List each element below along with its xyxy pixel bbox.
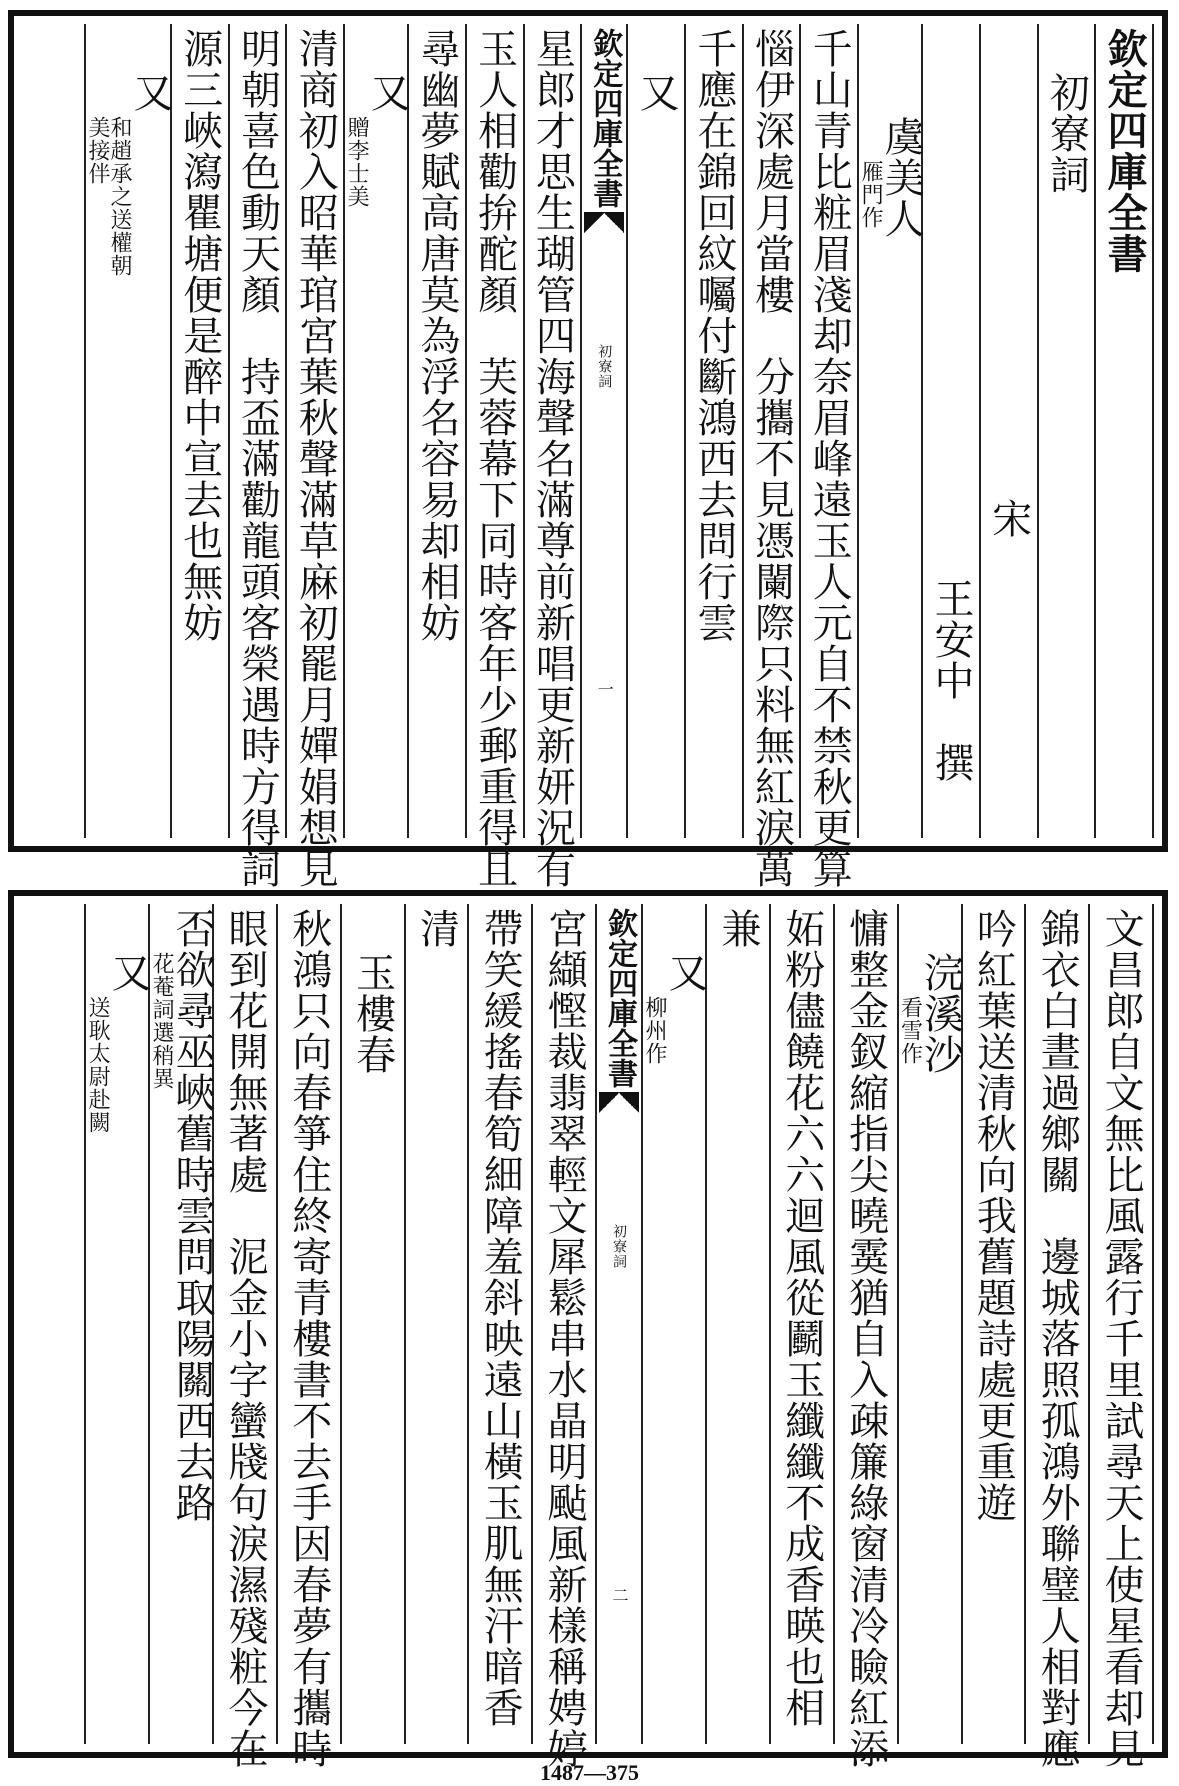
bottom-page-columns xyxy=(84,904,1154,1769)
column-text: 初寮詞 xyxy=(1043,72,1090,195)
text-column xyxy=(467,904,531,1744)
column-note: 花菴詞選稍異 xyxy=(149,952,175,1090)
text-column xyxy=(769,904,833,1744)
column-text: 兼 xyxy=(714,908,761,949)
column-text: 千山青比粧眉淺却奈眉峰遠玉人元自不禁秋更算 xyxy=(806,28,853,889)
text-column xyxy=(285,24,343,889)
top-page xyxy=(8,10,1168,889)
text-column xyxy=(465,24,523,889)
center-collection-title: 初寮詞 xyxy=(596,344,613,389)
column-text: 星郎才思生瑚管四海聲名滿尊前新唱更新妍況有 xyxy=(529,28,576,889)
column-text: 又 xyxy=(364,72,411,113)
column-text: 宮纈慳裁翡翠輕文犀鬆串水晶明颭風新樣稱娉婷 xyxy=(541,908,588,1769)
author-name: 王安中 撰 xyxy=(927,578,974,783)
text-column xyxy=(1088,904,1154,1769)
column-text: 錦衣白晝過鄉關 邊城落照孤鴻外聯璧人相對應 xyxy=(1034,908,1081,1769)
column-note: 贈李士美 xyxy=(344,116,370,208)
text-column xyxy=(1037,24,1095,838)
column-text: 慵整金釵縮指尖曉霙猶自入疎簾綠窗清冷瞼紅添 xyxy=(842,908,889,1769)
text-column xyxy=(742,24,800,889)
column-text: 又 xyxy=(105,952,152,993)
column-note: 送耿太尉赴闕 xyxy=(85,996,111,1134)
column-text: 文昌郎自文無比風露行千里試尋天上使星看却見 xyxy=(1098,908,1145,1769)
text-column xyxy=(684,24,742,838)
column-text: 浣溪沙 xyxy=(917,952,964,1075)
text-column xyxy=(523,24,581,889)
column-text: 眼到花開無著處 泥金小字蠻牋句淚濕殘粧今在 xyxy=(221,908,268,1769)
center-page-number: 一 xyxy=(595,681,615,698)
column-text: 秋鴻只向春箏住終寄青樓書不去手因春夢有攜時 xyxy=(285,908,332,1769)
text-column xyxy=(404,904,468,1744)
column-text: 源三峽瀉瞿塘便是醉中宣去也無妨 xyxy=(176,28,223,643)
column-text: 尋幽夢賦高唐莫為浮名容易却相妨 xyxy=(413,28,460,643)
column-text: 清 xyxy=(413,908,460,949)
column-text: 虞美人 xyxy=(878,116,925,239)
column-note: 柳州作 xyxy=(642,996,668,1065)
text-column xyxy=(84,904,152,1744)
text-column xyxy=(857,24,925,838)
column-text: 明朝喜色動天顏 持盃滿勸龍頭客榮遇時方得詞 xyxy=(234,28,281,889)
book-title-column xyxy=(1094,24,1154,838)
center-book-title: 欽定四庫全書 xyxy=(587,28,623,208)
page-footer-number: 1487—375 xyxy=(540,1760,639,1785)
center-page-number: 二 xyxy=(610,1587,630,1604)
column-text: 帶笑緩搖春筍細障羞斜映遠山橫玉肌無汗暗香 xyxy=(477,908,524,1728)
column-text: 千應在錦回紋囑付斷鴻西去問行雲 xyxy=(690,28,737,643)
text-column xyxy=(170,24,228,838)
text-column xyxy=(407,24,465,838)
column-text: 又 xyxy=(633,72,680,113)
text-column xyxy=(531,904,595,1769)
text-column xyxy=(228,24,286,889)
center-collection-title: 初寮詞 xyxy=(611,1224,628,1269)
book-title: 欽定四庫全書 xyxy=(1101,28,1149,274)
center-fold-column xyxy=(595,904,641,1744)
text-column xyxy=(641,904,709,1744)
center-fold-column xyxy=(580,24,626,838)
text-column xyxy=(705,904,769,1744)
column-note: 和趙承之送權朝美接伴 xyxy=(84,116,132,277)
column-text: 惱伊深處月當樓 分攜不見憑闌際只料無紅淚萬 xyxy=(748,28,795,889)
fishtail-mark xyxy=(584,212,624,234)
column-text: 否欲尋巫峽舊時雲問取陽關西去路 xyxy=(169,908,216,1523)
bottom-page xyxy=(8,890,1168,1769)
text-column xyxy=(340,904,404,1744)
top-page-columns xyxy=(84,24,1154,889)
column-text: 吟紅葉送清秋向我舊題詩處更重遊 xyxy=(970,908,1017,1523)
text-column xyxy=(276,904,340,1769)
column-text: 玉樓春 xyxy=(349,952,396,1075)
text-column xyxy=(212,904,276,1769)
text-column xyxy=(626,24,684,838)
column-text: 又 xyxy=(126,72,173,113)
author-dynasty: 宋 xyxy=(985,498,1032,539)
column-note: 雁門作 xyxy=(858,160,884,229)
column-text: 又 xyxy=(662,952,709,993)
author-column xyxy=(979,24,1037,838)
text-column xyxy=(799,24,857,889)
text-column xyxy=(1024,904,1088,1769)
column-text: 妬粉儘饒花六六迴風從鬬玉纖纖不成香暎也相 xyxy=(778,908,825,1728)
center-book-title: 欽定四庫全書 xyxy=(602,908,638,1088)
column-note: 看雪作 xyxy=(897,996,923,1065)
text-column xyxy=(84,24,173,838)
author-name-column xyxy=(921,24,979,838)
text-column xyxy=(343,24,411,838)
text-column xyxy=(897,904,964,1744)
fishtail-mark xyxy=(599,1092,639,1114)
text-column xyxy=(961,904,1025,1744)
text-column xyxy=(148,904,216,1744)
text-column xyxy=(833,904,897,1769)
column-text: 玉人相勸拚酡顏 芙蓉幕下同時客年少郵重得且 xyxy=(471,28,518,889)
column-text: 清商初入昭華琯宮葉秋聲滿草麻初罷月嬋娟想見 xyxy=(292,28,339,889)
